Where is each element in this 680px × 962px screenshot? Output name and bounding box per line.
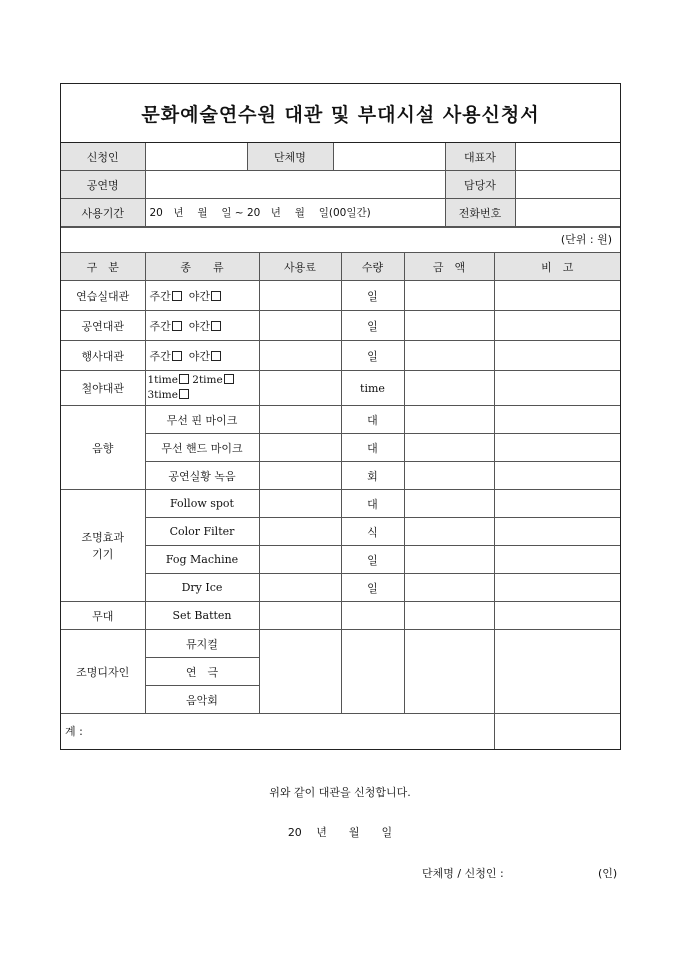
note-cell[interactable] [494,406,620,434]
equipment-name: Fog Machine [145,546,259,574]
amount-cell[interactable] [404,406,494,434]
note-cell[interactable] [494,546,620,574]
lighting-design-category: 조명디자인 [61,630,145,714]
amount-cell[interactable] [404,574,494,602]
sound-category: 음향 [61,406,145,490]
quantity-unit: 대 [341,490,404,518]
col-quantity: 수량 [341,253,404,281]
amount-cell[interactable] [404,490,494,518]
signature-label: 단체명 / 신청인 : [422,867,504,880]
phone-field[interactable] [515,199,620,227]
note-cell[interactable] [494,281,620,311]
lighting-category: 조명효과 기기 [61,490,145,602]
night-checkbox[interactable] [211,351,221,361]
equipment-name: 무선 핀 마이크 [145,406,259,434]
hall-rental-type: 주간 야간 [145,311,259,341]
application-statement: 위와 같이 대관을 신청합니다. [269,786,411,799]
quantity-unit: time [341,371,404,406]
applicant-label: 신청인 [61,143,145,171]
quantity-unit: 일 [341,311,404,341]
quantity-unit: 일 [341,574,404,602]
note-cell[interactable] [494,630,620,714]
note-cell[interactable] [494,434,620,462]
note-cell[interactable] [494,462,620,490]
seal-mark: (인) [598,867,618,880]
usage-period-field[interactable]: 20 년 월 일 ~ 20 년 월 일(00일간) [145,199,445,227]
day-checkbox[interactable] [172,351,182,361]
hall-rental-category: 공연대관 [61,311,145,341]
group-name-field[interactable] [333,143,445,171]
quantity-unit: 대 [341,434,404,462]
applicant-info-table [61,143,620,227]
fee-cell[interactable] [259,462,341,490]
equipment-name: Follow spot [145,490,259,518]
application-form [60,83,621,750]
col-note: 비 고 [494,253,620,281]
overnight-rental-type: 1time 2time 3time [145,371,259,406]
quantity-unit: 식 [341,518,404,546]
applicant-field[interactable] [145,143,247,171]
time1-checkbox[interactable] [179,374,189,384]
event-rental-category: 행사대관 [61,341,145,371]
equipment-name: Set Batten [145,602,259,630]
design-type: 음악회 [145,686,259,714]
fee-cell[interactable] [259,406,341,434]
equipment-name: 공연실황 녹음 [145,462,259,490]
quantity-unit: 일 [341,281,404,311]
amount-cell[interactable] [404,602,494,630]
time3-checkbox[interactable] [179,389,189,399]
representative-field[interactable] [515,143,620,171]
fee-cell[interactable] [259,281,341,311]
quantity-cell[interactable] [341,602,404,630]
show-name-label: 공연명 [61,171,145,199]
fee-cell[interactable] [259,546,341,574]
note-cell[interactable] [494,490,620,518]
stage-category: 무대 [61,602,145,630]
form-title: 문화예술연수원 대관 및 부대시설 사용신청서 [61,84,620,143]
total-note-cell[interactable] [494,714,620,749]
usage-period-label: 사용기간 [61,199,145,227]
col-category: 구 분 [61,253,145,281]
fee-cell[interactable] [259,371,341,406]
phone-label: 전화번호 [445,199,515,227]
col-fee: 사용료 [259,253,341,281]
amount-cell[interactable] [404,281,494,311]
group-name-label: 단체명 [247,143,333,171]
equipment-name: 무선 핸드 마이크 [145,434,259,462]
manager-field[interactable] [515,171,620,199]
col-amount: 금 액 [404,253,494,281]
time2-checkbox[interactable] [224,374,234,384]
amount-cell[interactable] [404,518,494,546]
rental-table [61,253,620,749]
night-checkbox[interactable] [211,291,221,301]
application-date[interactable]: 20 년 월 일 [287,826,393,839]
manager-label: 담당자 [445,171,515,199]
fee-cell[interactable] [259,341,341,371]
day-checkbox[interactable] [172,291,182,301]
total-field[interactable]: 계 : [61,714,494,749]
quantity-unit: 일 [341,546,404,574]
note-cell[interactable] [494,518,620,546]
design-type: 연 극 [145,658,259,686]
unit-note: (단위 : 원) [61,227,620,253]
overnight-rental-category: 철야대관 [61,371,145,406]
note-cell[interactable] [494,602,620,630]
fee-cell[interactable] [259,311,341,341]
amount-cell[interactable] [404,546,494,574]
event-rental-type: 주간 야간 [145,341,259,371]
col-type: 종 류 [145,253,259,281]
quantity-unit: 일 [341,341,404,371]
night-checkbox[interactable] [211,321,221,331]
amount-cell[interactable] [404,462,494,490]
note-cell[interactable] [494,574,620,602]
fee-cell[interactable] [259,518,341,546]
representative-label: 대표자 [445,143,515,171]
design-type: 뮤지컬 [145,630,259,658]
amount-cell[interactable] [404,630,494,714]
equipment-name: Color Filter [145,518,259,546]
amount-cell[interactable] [404,341,494,371]
amount-cell[interactable] [404,371,494,406]
fee-cell[interactable] [259,490,341,518]
day-checkbox[interactable] [172,321,182,331]
quantity-unit: 회 [341,462,404,490]
fee-cell[interactable] [259,434,341,462]
fee-cell[interactable] [259,574,341,602]
quantity-cell[interactable] [341,630,404,714]
fee-cell[interactable] [259,602,341,630]
practice-room-type: 주간 야간 [145,281,259,311]
equipment-name: Dry Ice [145,574,259,602]
practice-room-category: 연습실대관 [61,281,145,311]
amount-cell[interactable] [404,434,494,462]
note-cell[interactable] [494,311,620,341]
fee-cell[interactable] [259,630,341,714]
quantity-unit: 대 [341,406,404,434]
show-name-field[interactable] [145,171,445,199]
note-cell[interactable] [494,371,620,406]
amount-cell[interactable] [404,311,494,341]
note-cell[interactable] [494,341,620,371]
